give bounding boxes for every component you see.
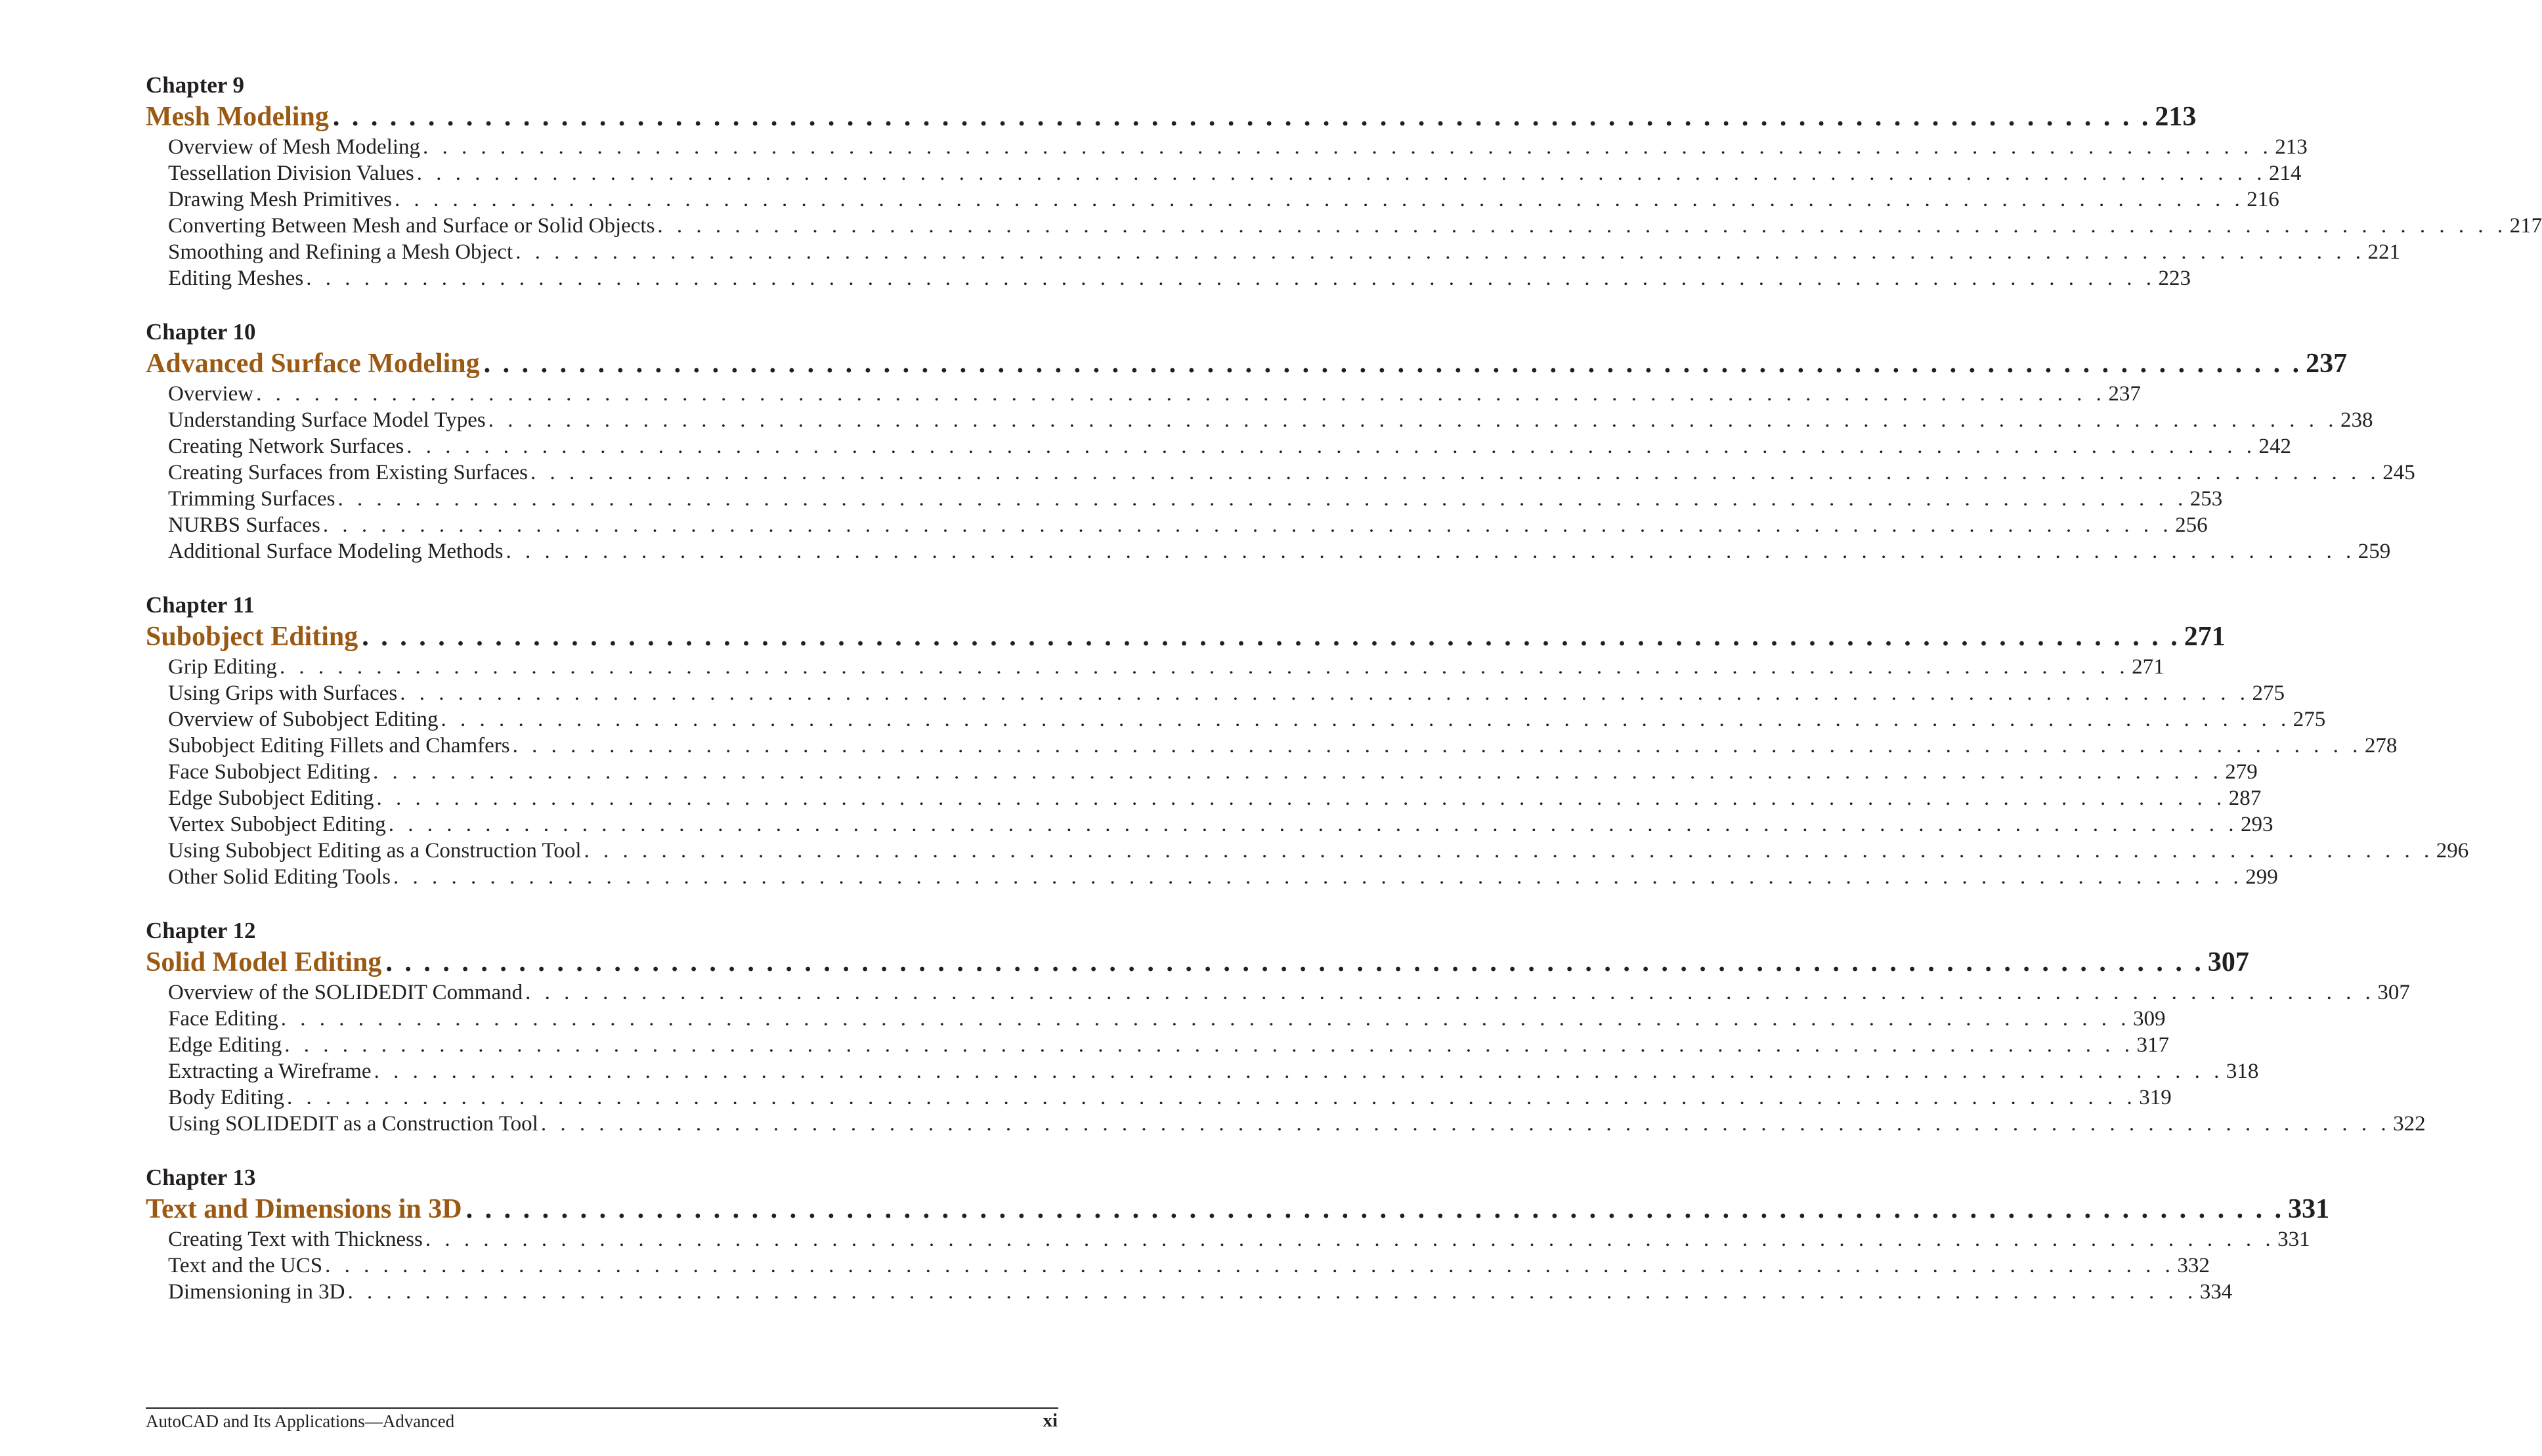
entry-page-number: 256: [2175, 513, 2208, 537]
dot-leader: . . . . . . . . . . . . . . . . . . . . . . . . . . . . . . . . . . . . . . . . . . . . . . . . . . . . . . . . . . . . . . . . . . . . . . . . . . . . . . . . . . . . . . . . . . . . . . . .: [540, 1112, 2391, 1136]
dot-leader: . . . . . . . . . . . . . . . . . . . . . . . . . . . . . . . . . . . . . . . . . . . . . . . . . . . . . . . . . . . . . . . . . . . . . . . . . . . . . . . . . . . . . . . . . . . . . . . .: [441, 708, 2291, 731]
chapter-label: Chapter 12: [146, 918, 256, 943]
entry-title: Using SOLIDEDIT as a Construction Tool: [168, 1112, 538, 1136]
dot-leader: . . . . . . . . . . . . . . . . . . . . . . . . . . . . . . . . . . . . . . . . . . . . . . . . . . . . . . . . . . . . . . . . . . . . . . . . . . . . . . . . . . . . . . . . . . . . . . . .: [372, 760, 2223, 784]
dot-leader: . . . . . . . . . . . . . . . . . . . . . . . . . . . . . . . . . . . . . . . . . . . . . . . . . . . . . . . . . . . . . . . . . . . . . . . . . . . . . . . . . . . . . . . . . . . . . . . .: [530, 461, 2380, 484]
chapter-label: Chapter 9: [146, 72, 245, 98]
chapter-block: [146, 318, 2415, 565]
footer-rule: [146, 1407, 1058, 1409]
entry-title: Using Subobject Editing as a Construction Tool: [168, 839, 582, 863]
dot-leader: . . . . . . . . . . . . . . . . . . . . . . . . . . . . . . . . . . . . . . . . . . . . . . . . . . . . . . . . . . . . . . . . . . . . . . . . . . . . . . . . . . . . . . . . . . . . . . . .: [506, 540, 2356, 563]
dot-leader: . . . . . . . . . . . . . . . . . . . . . . . . . . . . . . . . . . . . . . . . . . . . . . . . . . . . . . . . . . . . . . . . . . . . . . . . . . . . . . . . . . . . . . . . . . . . . . . .: [584, 839, 2434, 863]
chapter-title-row[interactable]: [146, 347, 2348, 381]
entry-page-number: 278: [2364, 734, 2398, 758]
toc-entry[interactable]: [168, 785, 2262, 811]
entry-page-number: 221: [2367, 240, 2400, 264]
dot-leader: . . . . . . . . . . . . . . . . . . . . . . . . . . . . . . . . . . . . . . . . . . . . . . . . . . . . . . . . . . . . . . . . . . . . . . . . . . . . . . . . . . . . . . . . . . . . . . . .: [515, 240, 2365, 264]
footer-book-title: AutoCAD and Its Applications—Advanced: [146, 1411, 455, 1431]
entry-page-number: 217: [2509, 214, 2542, 238]
entry-page-number: 322: [2393, 1112, 2426, 1136]
entry-page-number: 271: [2132, 655, 2165, 679]
entry-title: Editing Meshes: [168, 267, 304, 290]
entry-page-number: 253: [2189, 487, 2223, 511]
toc-entry[interactable]: [168, 160, 2302, 186]
dot-leader: . . . . . . . . . . . . . . . . . . . . . . . . . . . . . . . . . . . . . . . . . . . . . . . . . . . . . . . . . . . . . . . . . . . . . . . . . . . . . . . . . . . . . . . . . . . . . . . .: [256, 382, 2106, 406]
dot-leader: . . . . . . . . . . . . . . . . . . . . . . . . . . . . . . . . . . . . . . . . . . . . . . . . . . . . . . . . . . . . . . . . . . . . . . . . . . . . . . . . . . . . . . . . . . . . . . . .: [423, 135, 2273, 159]
section-list: [146, 1226, 2310, 1305]
section-list: [146, 134, 2542, 291]
entry-page-number: 318: [2226, 1060, 2259, 1083]
toc-entry[interactable]: [168, 538, 2391, 565]
chapter-label: Chapter 13: [146, 1165, 256, 1190]
entry-title: Other Solid Editing Tools: [168, 865, 391, 889]
entry-title: NURBS Surfaces: [168, 513, 320, 537]
dot-leader: . . . . . . . . . . . . . . . . . . . . . . . . . . . . . . . . . . . . . . . . . . . . . . . . . . . . . . . . . . . . . . . . . . . . . . . . . . . . . . . . . . . . . . . . . . . . . . . .: [279, 655, 2130, 679]
entry-title: Converting Between Mesh and Surface or Solid Objects: [168, 214, 655, 238]
entry-title: Edge Editing: [168, 1033, 282, 1057]
dot-leader: . . . . . . . . . . . . . . . . . . . . . . . . . . . . . . . . . . . . . . . . . . . . . . . . . . . . . . . . . . . . . . . . . . . . . . . . . . . . . . . . . . . . . . . . . . . . . . . .: [525, 981, 2375, 1004]
toc-entry[interactable]: [168, 864, 2278, 890]
section-list: [146, 381, 2415, 565]
dot-leader: . . . . . . . . . . . . . . . . . . . . . . . . . . . . . . . . . . . . . . . . . . . . . . . . . . . . . . . . . . . . . . . . . . . . . . . . . . . . . . . . . . . . . . . . . . . . . . . .: [388, 813, 2239, 836]
entry-title: Creating Text with Thickness: [168, 1228, 423, 1251]
chapter-title-row[interactable]: [146, 620, 2226, 654]
dot-leader: . . . . . . . . . . . . . . . . . . . . . . . . . . . . . . . . . . . . . . . . . . . . . . . . . . . . . . . . . . . . . . . . . . . . . . . . . . . . . . . . . . . . . . . . . . . . . . . .: [347, 1280, 2197, 1304]
entry-page-number: 332: [2177, 1254, 2210, 1277]
toc-entry[interactable]: [168, 706, 2326, 733]
entry-title: Overview: [168, 382, 254, 406]
dot-leader: . . . . . . . . . . . . . . . . . . . . . . . . . . . . . . . . . . . . . . . . . . . . . . . . . . . . . . . . . . . . . . . . . . . . . . . . . . . . . . . . . . . . . . . . . . . . . . . .: [406, 435, 2256, 458]
entry-page-number: 319: [2139, 1086, 2172, 1109]
toc-entry[interactable]: [168, 239, 2400, 265]
entry-page-number: 259: [2358, 540, 2391, 563]
toc-entry[interactable]: [168, 1084, 2172, 1111]
toc-entry[interactable]: [168, 733, 2398, 759]
toc-entry[interactable]: [168, 811, 2273, 838]
entry-title: Vertex Subobject Editing: [168, 813, 386, 836]
toc-entry[interactable]: [168, 1032, 2169, 1058]
footer-page-number: xi: [1043, 1410, 1058, 1431]
chapter-label: Chapter 10: [146, 319, 256, 345]
dot-leader: . . . . . . . . . . . . . . . . . . . . . . . . . . . . . . . . . . . . . . . . . . . . . . . . . . . . . . . . . . . . . . . . . . . . . . . . . . . . . . . . . . . . . . . . . . . . . . . .: [394, 188, 2245, 211]
chapter-label: Chapter 11: [146, 592, 255, 618]
entry-page-number: 299: [2245, 865, 2278, 889]
chapter-page-number: 213: [2155, 102, 2197, 132]
chapter-block: [146, 1163, 2330, 1305]
entry-page-number: 275: [2293, 708, 2326, 731]
entry-page-number: 237: [2108, 382, 2141, 406]
toc-entry[interactable]: [168, 759, 2258, 785]
toc-entry[interactable]: [168, 512, 2208, 538]
entry-title: Grip Editing: [168, 655, 277, 679]
entry-page-number: 238: [2340, 408, 2373, 432]
entry-page-number: 214: [2268, 161, 2302, 185]
entry-title: Subobject Editing Fillets and Chamfers: [168, 734, 510, 758]
entry-title: Creating Surfaces from Existing Surfaces: [168, 461, 528, 484]
dot-leader: . . . . . . . . . . . . . . . . . . . . . . . . . . . . . . . . . . . . . . . . . . . . . . . . . . . . . . . . . . . . . . . . . . . . . . . . . . . . . . . . . . . . . . . . . . . . . . . .: [376, 786, 2226, 810]
chapter-title-row[interactable]: [146, 100, 2197, 134]
toc-entry[interactable]: [168, 838, 2469, 864]
entry-title: Trimming Surfaces: [168, 487, 335, 511]
toc-entry[interactable]: [168, 654, 2165, 680]
chapter-page-number: 271: [2184, 622, 2226, 652]
dot-leader: . . . . . . . . . . . . . . . . . . . . . . . . . . . . . . . . . . . . . . . . . . . . . . . . . . . . . . . . . . . . . . . . . . . . . . . . . . . . . . . . . . . . . . . . . . . . . . . .: [483, 349, 2302, 379]
chapter-title-row[interactable]: [146, 1192, 2330, 1226]
toc-entry[interactable]: [168, 1111, 2426, 1137]
entry-title: Creating Network Surfaces: [168, 435, 404, 458]
toc-entry[interactable]: [168, 1253, 2210, 1279]
toc-entry[interactable]: [168, 433, 2291, 460]
chapter-title: Mesh Modeling: [146, 102, 329, 132]
entry-page-number: 223: [2158, 267, 2191, 290]
toc-entry[interactable]: [168, 407, 2373, 433]
entry-title: Tessellation Division Values: [168, 161, 414, 185]
toc-entry[interactable]: [168, 460, 2415, 486]
chapter-block: [146, 916, 2426, 1137]
toc-entry[interactable]: [168, 213, 2542, 239]
dot-leader: . . . . . . . . . . . . . . . . . . . . . . . . . . . . . . . . . . . . . . . . . . . . . . . . . . . . . . . . . . . . . . . . . . . . . . . . . . . . . . . . . . . . . . . . . . . . . . . .: [284, 1033, 2134, 1057]
dot-leader: . . . . . . . . . . . . . . . . . . . . . . . . . . . . . . . . . . . . . . . . . . . . . . . . . . . . . . . . . . . . . . . . . . . . . . . . . . . . . . . . . . . . . . . . . . . . . . . .: [385, 947, 2204, 977]
entry-page-number: 242: [2258, 435, 2291, 458]
entry-title: Overview of Subobject Editing: [168, 708, 439, 731]
entry-page-number: 275: [2252, 681, 2285, 705]
entry-title: Overview of the SOLIDEDIT Command: [168, 981, 523, 1004]
dot-leader: . . . . . . . . . . . . . . . . . . . . . . . . . . . . . . . . . . . . . . . . . . . . . . . . . . . . . . . . . . . . . . . . . . . . . . . . . . . . . . . . . . . . . . . . . . . . . . . .: [657, 214, 2507, 238]
toc-entry[interactable]: [168, 1226, 2310, 1253]
section-list: [146, 654, 2469, 890]
toc-entry[interactable]: [168, 1058, 2259, 1084]
entry-page-number: 293: [2241, 813, 2273, 836]
entry-page-number: 216: [2247, 188, 2279, 211]
chapter-title: Subobject Editing: [146, 622, 358, 652]
chapter-block: [146, 591, 2469, 890]
dot-leader: . . . . . . . . . . . . . . . . . . . . . . . . . . . . . . . . . . . . . . . . . . . . . . . . . . . . . . . . . . . . . . . . . . . . . . . . . . . . . . . . . . . . . . . . . . . . . . . .: [337, 487, 2187, 511]
entry-page-number: 245: [2382, 461, 2415, 484]
toc-entry[interactable]: [168, 979, 2410, 1006]
toc-entry[interactable]: [168, 381, 2141, 407]
chapter-title: Advanced Surface Modeling: [146, 349, 480, 379]
toc-entry[interactable]: [168, 1006, 2166, 1032]
chapter-title-row[interactable]: [146, 945, 2249, 979]
dot-leader: . . . . . . . . . . . . . . . . . . . . . . . . . . . . . . . . . . . . . . . . . . . . . . . . . . . . . . . . . . . . . . . . . . . . . . . . . . . . . . . . . . . . . . . . . . . . . . . .: [425, 1228, 2275, 1251]
dot-leader: . . . . . . . . . . . . . . . . . . . . . . . . . . . . . . . . . . . . . . . . . . . . . . . . . . . . . . . . . . . . . . . . . . . . . . . . . . . . . . . . . . . . . . . . . . . . . . . .: [374, 1060, 2224, 1083]
dot-leader: . . . . . . . . . . . . . . . . . . . . . . . . . . . . . . . . . . . . . . . . . . . . . . . . . . . . . . . . . . . . . . . . . . . . . . . . . . . . . . . . . . . . . . . . . . . . . . . .: [512, 734, 2362, 758]
chapter-title: Solid Model Editing: [146, 947, 382, 977]
toc-entry[interactable]: [168, 486, 2223, 512]
dot-leader: . . . . . . . . . . . . . . . . . . . . . . . . . . . . . . . . . . . . . . . . . . . . . . . . . . . . . . . . . . . . . . . . . . . . . . . . . . . . . . . . . . . . . . . . . . . . . . . .: [362, 622, 2180, 652]
dot-leader: . . . . . . . . . . . . . . . . . . . . . . . . . . . . . . . . . . . . . . . . . . . . . . . . . . . . . . . . . . . . . . . . . . . . . . . . . . . . . . . . . . . . . . . . . . . . . . . .: [322, 513, 2173, 537]
entry-page-number: 331: [2277, 1228, 2310, 1251]
entry-title: Edge Subobject Editing: [168, 786, 374, 810]
entry-title: Face Subobject Editing: [168, 760, 370, 784]
entry-page-number: 317: [2136, 1033, 2169, 1057]
table-of-contents: [146, 71, 2542, 1305]
entry-page-number: 213: [2275, 135, 2308, 159]
dot-leader: . . . . . . . . . . . . . . . . . . . . . . . . . . . . . . . . . . . . . . . . . . . . . . . . . . . . . . . . . . . . . . . . . . . . . . . . . . . . . . . . . . . . . . . . . . . . . . . .: [465, 1194, 2285, 1224]
toc-entry[interactable]: [168, 265, 2191, 291]
toc-entry[interactable]: [168, 186, 2279, 213]
entry-title: Overview of Mesh Modeling: [168, 135, 421, 159]
chapter-block: [146, 71, 2542, 291]
entry-page-number: 309: [2132, 1007, 2166, 1031]
entry-title: Additional Surface Modeling Methods: [168, 540, 504, 563]
dot-leader: . . . . . . . . . . . . . . . . . . . . . . . . . . . . . . . . . . . . . . . . . . . . . . . . . . . . . . . . . . . . . . . . . . . . . . . . . . . . . . . . . . . . . . . . . . . . . . . .: [325, 1254, 2175, 1277]
entry-page-number: 334: [2199, 1280, 2233, 1304]
toc-entry[interactable]: [168, 1279, 2233, 1305]
entry-title: Using Grips with Surfaces: [168, 681, 398, 705]
entry-page-number: 287: [2228, 786, 2262, 810]
dot-leader: . . . . . . . . . . . . . . . . . . . . . . . . . . . . . . . . . . . . . . . . . . . . . . . . . . . . . . . . . . . . . . . . . . . . . . . . . . . . . . . . . . . . . . . . . . . . . . . .: [488, 408, 2338, 432]
entry-title: Extracting a Wireframe: [168, 1060, 372, 1083]
dot-leader: . . . . . . . . . . . . . . . . . . . . . . . . . . . . . . . . . . . . . . . . . . . . . . . . . . . . . . . . . . . . . . . . . . . . . . . . . . . . . . . . . . . . . . . . . . . . . . . .: [306, 267, 2156, 290]
section-list: [146, 979, 2426, 1137]
chapter-page-number: 331: [2288, 1194, 2330, 1224]
entry-title: Understanding Surface Model Types: [168, 408, 486, 432]
entry-title: Text and the UCS: [168, 1254, 323, 1277]
dot-leader: . . . . . . . . . . . . . . . . . . . . . . . . . . . . . . . . . . . . . . . . . . . . . . . . . . . . . . . . . . . . . . . . . . . . . . . . . . . . . . . . . . . . . . . . . . . . . . . .: [416, 161, 2266, 185]
dot-leader: . . . . . . . . . . . . . . . . . . . . . . . . . . . . . . . . . . . . . . . . . . . . . . . . . . . . . . . . . . . . . . . . . . . . . . . . . . . . . . . . . . . . . . . . . . . . . . . .: [400, 681, 2250, 705]
entry-title: Body Editing: [168, 1086, 284, 1109]
dot-leader: . . . . . . . . . . . . . . . . . . . . . . . . . . . . . . . . . . . . . . . . . . . . . . . . . . . . . . . . . . . . . . . . . . . . . . . . . . . . . . . . . . . . . . . . . . . . . . . .: [393, 865, 2243, 889]
toc-entry[interactable]: [168, 134, 2308, 160]
entry-page-number: 296: [2436, 839, 2469, 863]
dot-leader: . . . . . . . . . . . . . . . . . . . . . . . . . . . . . . . . . . . . . . . . . . . . . . . . . . . . . . . . . . . . . . . . . . . . . . . . . . . . . . . . . . . . . . . . . . . . . . . .: [280, 1007, 2130, 1031]
dot-leader: . . . . . . . . . . . . . . . . . . . . . . . . . . . . . . . . . . . . . . . . . . . . . . . . . . . . . . . . . . . . . . . . . . . . . . . . . . . . . . . . . . . . . . . . . . . . . . . .: [332, 102, 2151, 132]
entry-title: Drawing Mesh Primitives: [168, 188, 392, 211]
chapter-title: Text and Dimensions in 3D: [146, 1194, 462, 1224]
toc-entry[interactable]: [168, 680, 2285, 706]
entry-title: Face Editing: [168, 1007, 278, 1031]
entry-title: Smoothing and Refining a Mesh Object: [168, 240, 513, 264]
entry-page-number: 279: [2225, 760, 2258, 784]
chapter-page-number: 237: [2306, 349, 2348, 379]
chapter-page-number: 307: [2207, 947, 2249, 977]
entry-page-number: 307: [2377, 981, 2410, 1004]
dot-leader: . . . . . . . . . . . . . . . . . . . . . . . . . . . . . . . . . . . . . . . . . . . . . . . . . . . . . . . . . . . . . . . . . . . . . . . . . . . . . . . . . . . . . . . . . . . . . . . .: [286, 1086, 2137, 1109]
entry-title: Dimensioning in 3D: [168, 1280, 345, 1304]
